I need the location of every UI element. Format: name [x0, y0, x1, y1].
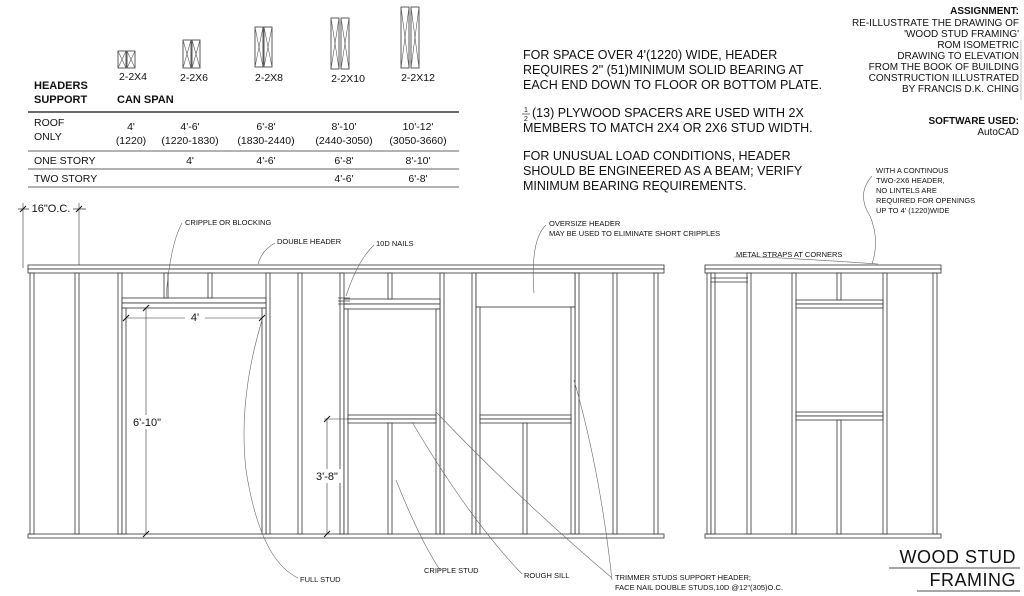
label-full-stud: FULL STUD: [300, 575, 341, 584]
assignment-line-7: BY FRANCIS D.K. CHING: [901, 84, 1019, 95]
full-stud: [933, 273, 937, 534]
cell-one-2x10: 6'-8': [334, 155, 354, 167]
cell-roof-2x4: 4': [127, 121, 135, 133]
note-3-line-3: MINIMUM BEARING REQUIREMENTS.: [523, 179, 747, 193]
cripple-stud: [837, 273, 841, 300]
drawing-title: [889, 547, 1020, 591]
cell-roof-2x8-mm: (1830-2440): [237, 135, 295, 147]
full-stud: [654, 273, 658, 534]
label-cripple-stud: CRIPPLE STUD: [424, 566, 479, 575]
cell-one-2x12: 8'-10': [405, 155, 431, 167]
full-stud: [792, 273, 796, 534]
leader-full-stud: [244, 320, 298, 578]
stud-spacing-label: 16"O.C.: [31, 203, 71, 215]
leader-double-header: [258, 243, 275, 264]
note-2-line-1: (13) PLYWOOD SPACERS ARE USED WITH 2X: [532, 106, 804, 120]
assignment-block: [852, 6, 1021, 138]
software-value: AutoCAD: [977, 127, 1019, 138]
lumber-2x8-icon: [255, 27, 272, 67]
full-stud: [298, 273, 302, 534]
lumber-label-2x10: 2-2X10: [331, 73, 365, 85]
full-stud: [75, 273, 79, 534]
assignment-heading: ASSIGNMENT:: [950, 6, 1019, 17]
label-oversize-1: OVERSIZE HEADER: [549, 219, 621, 228]
assignment-line-2: 'WOOD STUD FRAMING': [904, 29, 1019, 40]
trimmer-stud: [571, 307, 575, 534]
lumber-label-2x8: 2-2X8: [254, 72, 284, 84]
lumber-label-2x12: 2-2X12: [401, 72, 435, 84]
cell-roof-2x4-mm: (1220): [115, 135, 147, 147]
full-stud: [472, 273, 476, 534]
lumber-2x10-icon: [331, 18, 349, 69]
lumber-2x6-icon: [183, 40, 200, 68]
full-stud: [707, 273, 711, 534]
full-stud: [883, 273, 887, 534]
cripple-stud: [837, 420, 841, 534]
label-nails: 10D NAILS: [376, 239, 414, 248]
lumber-label-2x4: 2-2X4: [118, 71, 148, 83]
full-stud: [575, 273, 579, 534]
row-label-two-story: TWO STORY: [34, 173, 98, 185]
label-rough-sill: ROUGH SILL: [524, 571, 570, 580]
trimmer-stud: [476, 307, 480, 534]
trimmer-stud: [122, 308, 126, 534]
lumber-2x12-icon: [401, 7, 419, 68]
table-header-headers: HEADERS: [34, 80, 88, 92]
rough-sill: [796, 412, 883, 416]
label-continuous-3: NO LINTELS ARE: [876, 186, 937, 195]
label-continuous-1: WITH A CONTINOUS: [876, 166, 949, 175]
stud-spacing-dimension: [18, 201, 86, 268]
note-3-line-1: FOR UNUSUAL LOAD CONDITIONS, HEADER: [523, 149, 791, 163]
label-continuous-4: REQUIRED FOR OPENINGS: [876, 196, 976, 205]
cell-roof-2x6: 4'-6': [180, 121, 200, 133]
full-stud: [340, 273, 344, 534]
full-stud: [440, 273, 444, 534]
cripple-stud: [523, 423, 527, 534]
rough-sill: [480, 419, 571, 423]
continuous-header: [796, 304, 883, 308]
lumber-section-icons: [118, 7, 419, 69]
bottom-plate: [705, 534, 941, 538]
main-wall-elevation: [28, 265, 664, 538]
metal-strap-marks: [711, 278, 748, 282]
double-header: [122, 298, 266, 303]
label-trimmer-1: TRIMMER STUDS SUPPORT HEADER;: [615, 573, 751, 582]
label-trimmer-2: FACE NAIL DOUBLE STUDS,10D @12"(305)O.C.: [615, 583, 783, 592]
half-fraction-denominator: 2: [524, 116, 528, 123]
leader-continuous-header: [863, 176, 875, 264]
cripple-stud: [208, 273, 212, 298]
rough-sill: [480, 415, 571, 419]
cell-roof-2x12: 10'-12': [402, 121, 434, 133]
full-stud: [266, 273, 270, 534]
window-header: [344, 299, 440, 304]
top-plate-upper: [705, 265, 941, 269]
trimmer-stud: [436, 309, 440, 534]
door-dimensions: [123, 305, 265, 537]
full-stud: [118, 273, 122, 534]
row-label-only: ONLY: [34, 131, 62, 143]
note-1-line-3: EACH END DOWN TO FLOOR OR BOTTOM PLATE.: [523, 78, 823, 92]
rough-sill: [796, 416, 883, 420]
cripple-stud: [388, 423, 392, 534]
rough-sill: [348, 415, 436, 419]
cell-roof-2x10-mm: (2440-3050): [315, 135, 373, 147]
top-plate-lower: [28, 269, 664, 273]
top-plate-lower: [705, 269, 941, 273]
trimmer-stud: [344, 309, 348, 534]
door-width-label: 4': [190, 312, 200, 324]
row-label-roof: ROOF: [34, 117, 65, 129]
full-stud: [30, 273, 34, 534]
notes-block: [522, 48, 822, 193]
row-label-one-story: ONE STORY: [34, 155, 96, 167]
lumber-label-2x6: 2-2X6: [179, 72, 209, 84]
label-continuous-2: TWO-2X6 HEADER,: [876, 176, 945, 185]
leader-cripple-stud: [396, 480, 440, 570]
table-header-support: SUPPORT: [34, 94, 88, 106]
table-header-can-span: CAN SPAN: [117, 94, 174, 106]
assignment-line-4: DRAWING TO ELEVATION: [897, 51, 1019, 62]
cripple-stud: [388, 273, 392, 299]
full-stud: [613, 273, 617, 534]
header-span-table: [28, 80, 459, 187]
double-header: [122, 303, 266, 308]
note-1-line-2: REQUIRES 2" (51)MINIMUM SOLID BEARING AT: [523, 63, 804, 77]
note-2-line-2: MEMBERS TO MATCH 2X4 OR 2X6 STUD WIDTH.: [523, 121, 813, 135]
callout-labels: [185, 166, 975, 592]
assignment-line-5: FROM THE BOOK OF BUILDING: [868, 62, 1019, 73]
cell-roof-2x8: 6'-8': [256, 121, 276, 133]
top-plate-upper: [28, 265, 664, 269]
door-height-label: 6'-10": [132, 417, 162, 429]
title-line-1: WOOD STUD: [899, 547, 1016, 567]
label-metal-straps: METAL STRAPS AT CORNERS: [736, 250, 843, 259]
label-cripple-blocking: CRIPPLE OR BLOCKING: [185, 218, 272, 227]
cell-roof-2x12-mm: (3050-3660): [389, 135, 447, 147]
full-stud: [747, 273, 751, 534]
cell-roof-2x6-mm: (1220-1830): [161, 135, 219, 147]
lumber-2x4-icon: [118, 51, 135, 68]
bottom-plate: [28, 534, 664, 538]
half-fraction-numerator: 1: [524, 107, 528, 114]
cell-roof-2x10: 8'-10': [331, 121, 357, 133]
oversize-header: [476, 273, 575, 307]
assignment-line-6: CONSTRUCTION ILLUSTRATED: [868, 73, 1019, 84]
title-line-2: FRAMING: [929, 570, 1016, 590]
assignment-line-3: ROM ISOMETRIC: [937, 40, 1019, 51]
sill-height-label: 3'-8": [316, 471, 338, 483]
cell-two-2x12: 6'-8': [408, 173, 428, 185]
full-stud: [711, 273, 715, 534]
label-double-header: DOUBLE HEADER: [277, 237, 342, 246]
note-1-line-1: FOR SPACE OVER 4'(1220) WIDE, HEADER: [523, 48, 778, 62]
rough-sill: [348, 419, 436, 423]
note-3-line-2: SHOULD BE ENGINEERED AS A BEAM; VERIFY: [523, 164, 803, 178]
assignment-line-1: RE-ILLUSTRATE THE DRAWING OF: [851, 18, 1019, 29]
cell-one-2x8: 4'-6': [256, 155, 276, 167]
trimmer-stud: [262, 308, 266, 534]
software-heading: SOFTWARE USED:: [928, 116, 1019, 127]
label-oversize-2: MAY BE USED TO ELIMINATE SHORT CRIPPLES: [549, 229, 721, 238]
window-header: [344, 304, 440, 309]
label-continuous-5: UP TO 4' (1220)WIDE: [876, 206, 950, 215]
cell-two-2x10: 4'-6': [334, 173, 354, 185]
cell-one-2x6: 4': [186, 155, 194, 167]
continuous-header: [796, 300, 883, 304]
corner-wall-elevation: [705, 265, 941, 538]
callout-leaders: [166, 176, 878, 580]
